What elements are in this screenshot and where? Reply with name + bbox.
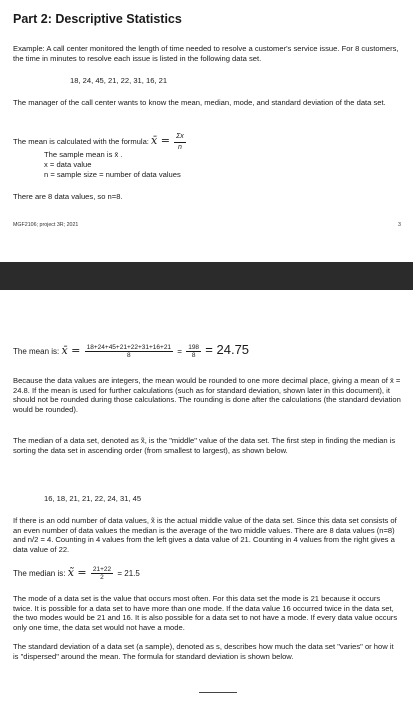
median-intro-paragraph: The median of a data set, denoted as x̃, is the "middle" value of the data set. The first step in finding the median is sorting the data set in ascending order (from smallest to largest), as shown below. [13,436,396,455]
equals-sign: = [177,347,182,356]
mean-total-numerator: 198 [188,344,200,352]
mean-sum-denominator: 8 [127,352,131,360]
dataset-line: 18, 24, 45, 21, 22, 31, 16, 21 [70,76,168,85]
mean-total-denominator: 8 [191,352,196,360]
x-definition: x = data value [44,160,92,169]
fraction-denominator: n [177,143,182,151]
document-page-1 [0,0,413,262]
median-denominator: 2 [100,574,104,582]
median-label: The median is: [13,569,66,578]
cropped-formula-fragment [199,692,237,703]
median-explanation: If there is an odd number of data values, x̃ is the actual middle value of the data set. Since this data set consists of an even number of data values the median is the average of the two middle values. There are 8 data values (n=8) and n/2 = 4. Counting in 4 values from the left gives a data value of 21. Counting in 4 values from the right gives a data value of 22. [13,516,397,554]
document-page-2 [0,290,413,700]
example-paragraph: Example: A call center monitored the length of time needed to resolve a customer's service issue. For 8 customers, the time in minutes to resolve each issue is listed in the following data set. [13,44,399,63]
sorted-dataset: 16, 18, 21, 21, 22, 24, 31, 45 [44,494,142,503]
mean-total-fraction [186,344,201,359]
mean-lhs: x̄ = [61,344,81,357]
std-dev-paragraph: The standard deviation of a data set (a sample), denoted as s, describes how much the data set "varies" or how it is "dispersed" around the mean. The formula for standard deviation is shown below. [13,642,394,661]
page-footer: MGF2106; project 3R; 2021 [13,222,79,228]
mean-result: = 24.75 [205,342,250,357]
sample-mean-def: The sample mean is x̄ . [44,150,123,159]
median-fraction [91,566,113,581]
median-calculation [13,566,140,581]
mean-sum-fraction [85,344,173,359]
mean-formula-lhs: x̄ = [151,134,170,148]
mean-formula-label: The mean is calculated with the formula: [13,137,149,147]
page-divider [0,262,413,290]
section-heading: Part 2: Descriptive Statistics [13,12,182,26]
mode-paragraph: The mode of a data set is the value that occurs most often. For this data set the mode is 21 because it occurs twice. It is possible for a data set to have more than one mode. If the data value 16 occurred twice in the data set, the two modes would be 21 and 16. It is also possible for a data set to not have a mode. If every data value occurs only one time, the data set would not have a mode. [13,594,398,632]
rounding-paragraph: Because the data values are integers, the mean would be rounded to one more decimal place, giving a mean of x̄ = 24.8. If the mean is used for further calculations (such as for standard deviation, shown later in this document), it should not be rounded during those calculations. The rounding is done after the calculations (the standard deviation would be rounded). [13,376,401,414]
manager-paragraph: The manager of the call center wants to know the mean, median, mode, and standard deviation of the data set. [13,98,386,107]
count-statement: There are 8 data values, so n=8. [13,192,123,201]
median-result: = 21.5 [117,569,140,578]
median-numerator: 21+22 [92,566,112,574]
median-lhs: x̃ = [67,566,87,579]
page-number: 3 [398,222,401,228]
mean-calculation [13,342,249,359]
mean-sum-numerator: 18+24+45+21+22+31+16+21 [86,344,172,352]
fraction-numerator: Σx [174,132,186,143]
n-definition: n = sample size = number of data values [44,170,181,179]
mean-label: The mean is: [13,347,60,356]
